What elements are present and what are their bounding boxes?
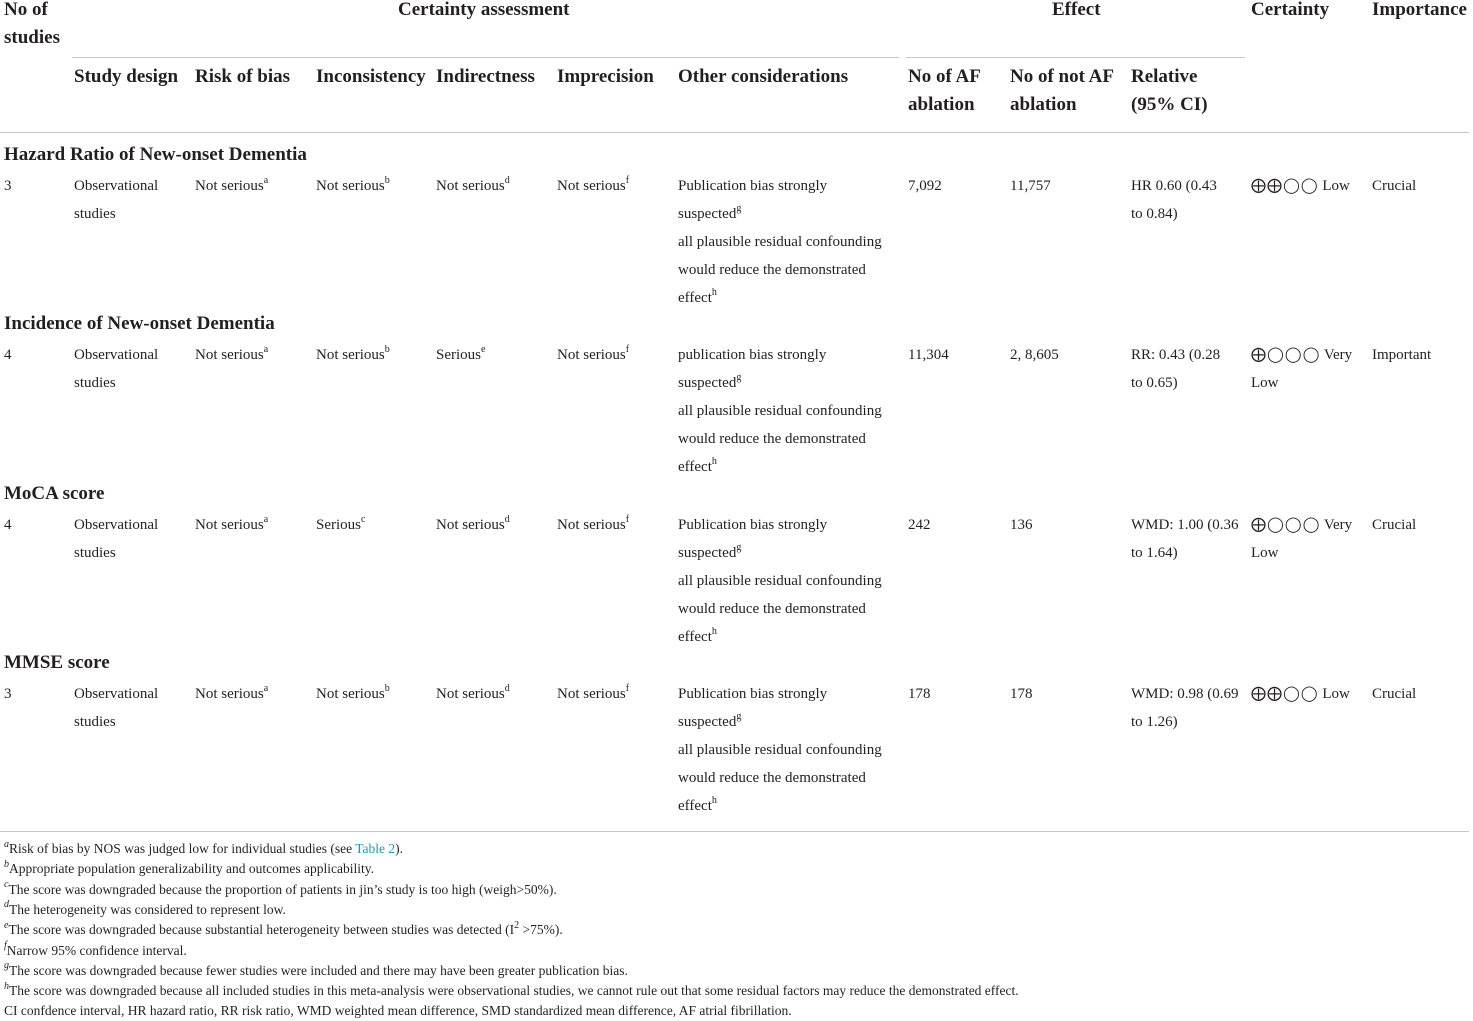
cell-other-3: all plausible residual confounding [678,403,882,419]
cell-imprecision-text: Not serious [557,686,626,702]
cell-other-3: all plausible residual confounding [678,742,882,758]
cell-no-af-ablation: 11,304 [908,347,949,363]
cell-other-4: would reduce the demonstrated [678,770,866,786]
cell-study-design-2: studies [74,714,116,730]
rule-certainty-group [72,57,899,58]
cell-indirectness-text: Not serious [436,178,505,194]
cell-indirectness-text: Not serious [436,517,505,533]
footnote-g [4,961,628,981]
header-indirectness: Indirectness [436,66,535,87]
cell-study-design-1: Observational [74,178,159,194]
cell-indirectness-footnote-marker: e [481,344,486,355]
cell-inconsistency-text: Not serious [316,686,385,702]
cell-inconsistency-footnote-marker: b [384,175,390,186]
cell-inconsistency [316,172,390,200]
cell-other-5 [678,284,717,312]
cell-imprecision-footnote-marker: f [625,683,630,694]
section-title: Incidence of New-onset Dementia [4,313,275,334]
cell-indirectness [436,511,510,539]
abbreviations: CI confdence interval, HR hazard ratio, RR risk ratio, WMD weighted mean difference, SMD standardized mean difference, AF atrial fibrillation. [4,1003,792,1018]
cell-indirectness-text: Not serious [436,686,505,702]
cell-no-of-studies: 3 [4,178,12,194]
section-title: MMSE score [4,652,110,673]
cell-other-5 [678,453,717,481]
cell-study-design-1: Observational [74,686,159,702]
cell-other-2 [678,708,741,736]
cell-importance: Important [1372,347,1432,363]
cell-relative-1: RR: 0.43 (0.28 [1131,347,1221,363]
certainty-level: Low [1322,178,1350,194]
cell-no-not-af-ablation: 178 [1010,686,1033,702]
cell-certainty [1251,680,1350,708]
cell-other-5 [678,623,717,651]
cell-risk-of-bias-footnote-marker: a [263,514,269,525]
cell-other-2-text: suspected [678,545,737,561]
certainty-symbols-icon: ⨁◯◯◯ [1251,347,1321,363]
cell-no-not-af-ablation: 11,757 [1010,178,1051,194]
section-title: Hazard Ratio of New-onset Dementia [4,144,307,165]
header-no-not-af-ablation-1: No of not AF [1010,66,1114,87]
cell-inconsistency-footnote-marker: b [384,344,390,355]
cell-other-5-text: effect [678,459,712,475]
cell-other-3: all plausible residual confounding [678,573,882,589]
cell-importance: Crucial [1372,686,1417,702]
cell-indirectness-footnote-marker: d [504,683,510,694]
cell-other-2-footnote-marker: g [736,542,742,553]
cell-risk-of-bias [195,680,268,708]
header-no-af-ablation-1: No of AF [908,66,981,87]
cell-other-2 [678,369,741,397]
footnote-marker: g [4,960,9,972]
cell-imprecision [557,172,629,200]
cell-other-5-text: effect [678,290,712,306]
footnote-text: The score was downgraded because substantial heterogeneity between studies was detected (I [8,922,515,938]
cell-other-5-text: effect [678,798,712,814]
footnote-h [4,981,1019,1001]
cell-risk-of-bias [195,341,268,369]
cell-risk-of-bias-text: Not serious [195,178,264,194]
cell-indirectness-text: Serious [436,347,481,363]
footnote-marker: b [4,858,9,870]
header-no-of-studies-1: No of [4,0,48,20]
footnote-text: Narrow 95% confidence interval. [6,942,187,958]
cell-other-1: Publication bias strongly [678,517,828,533]
cell-other-2-text: suspected [678,375,737,391]
cell-risk-of-bias-footnote-marker: a [263,175,269,186]
footnote-superscript: 2 [514,919,520,931]
header-certainty-assessment: Certainty assessment [398,0,570,20]
footnote-marker: h [4,980,9,992]
cell-inconsistency [316,680,390,708]
cell-no-af-ablation: 178 [908,686,931,702]
cell-importance: Crucial [1372,178,1417,194]
certainty-symbols-icon: ⨁◯◯◯ [1251,517,1321,533]
cell-inconsistency [316,511,365,539]
cell-other-4: would reduce the demonstrated [678,431,866,447]
footnote-text: Risk of bias by NOS was judged low for individual studies (see [9,841,356,856]
certainty-level: Very [1323,517,1353,533]
footnote-text: The score was downgraded because all included studies in this meta-analysis were observational studies, we cannot rule out that some residual factors may reduce the demonstrated effect. [9,983,1019,999]
cell-inconsistency-footnote-marker: b [384,683,390,694]
cell-relative-1: HR 0.60 (0.43 [1131,178,1217,194]
footnote-marker: d [4,899,9,911]
cell-indirectness-footnote-marker: d [504,175,510,186]
cell-risk-of-bias-footnote-marker: a [263,344,269,355]
cell-no-of-studies: 4 [4,347,12,363]
rule-table-bottom [0,831,1469,832]
header-relative-2: (95% CI) [1131,94,1208,115]
header-risk-of-bias: Risk of bias [195,66,291,87]
header-no-af-ablation-2: ablation [908,94,975,115]
cell-other-2 [678,539,741,567]
cell-imprecision-footnote-marker: f [625,344,630,355]
cell-other-3: all plausible residual confounding [678,234,882,250]
certainty-symbols-icon: ⨁⨁◯◯ [1251,686,1319,702]
cell-other-5 [678,792,717,820]
cell-indirectness [436,680,510,708]
rule-header-bottom [0,132,1469,133]
cell-other-1: Publication bias strongly [678,178,828,194]
cell-other-5-text: effect [678,629,712,645]
cell-study-design-2: studies [74,375,116,391]
cell-study-design-1: Observational [74,347,159,363]
footnote-text-end: ). [395,841,404,856]
cell-study-design-2: studies [74,545,116,561]
cell-inconsistency-text: Not serious [316,347,385,363]
footnote-marker: a [4,838,9,850]
cell-certainty [1251,511,1352,539]
cell-inconsistency-text: Serious [316,517,361,533]
rule-effect-group [906,57,1245,58]
footnote-marker: c [4,879,9,891]
cell-other-5-footnote-marker: h [711,287,717,298]
cell-imprecision-text: Not serious [557,517,626,533]
cell-other-2-text: suspected [678,206,737,222]
footnote-text: The score was downgraded because fewer studies were included and there may have been greater publication bias. [9,962,628,978]
cell-certainty [1251,172,1350,200]
footnote-marker: f [4,940,7,951]
cell-other-5-footnote-marker: h [711,456,717,467]
cell-other-4: would reduce the demonstrated [678,262,866,278]
cell-other-2-text: suspected [678,714,737,730]
section-title: MoCA score [4,483,105,504]
cell-relative-1: WMD: 0.98 (0.69 [1131,686,1239,702]
cell-imprecision [557,511,629,539]
footnote-marker: e [4,919,9,931]
footnote-a [4,839,403,859]
header-importance: Importance [1372,0,1467,20]
cell-risk-of-bias-text: Not serious [195,686,264,702]
header-certainty: Certainty [1251,0,1330,20]
certainty-level: Very [1323,347,1353,363]
cell-imprecision [557,341,629,369]
cell-study-design-1: Observational [74,517,159,533]
header-effect: Effect [1052,0,1101,20]
cell-certainty-2: Low [1251,375,1279,391]
header-study-design: Study design [74,66,179,87]
cell-risk-of-bias [195,172,268,200]
cell-imprecision-footnote-marker: f [625,175,630,186]
cell-indirectness [436,341,485,369]
cell-other-2-footnote-marker: g [736,711,742,722]
cell-no-af-ablation: 242 [908,517,931,533]
footnote-e [4,920,563,940]
cell-other-4: would reduce the demonstrated [678,601,866,617]
header-relative-1: Relative [1131,66,1198,87]
header-no-of-studies-2: studies [4,27,60,48]
cell-other-2-footnote-marker: g [736,372,742,383]
cell-certainty-2: Low [1251,545,1279,561]
cell-indirectness [436,172,510,200]
cell-imprecision-text: Not serious [557,347,626,363]
footnote-f [4,941,187,961]
cell-other-1: Publication bias strongly [678,686,828,702]
cell-relative-2: to 1.26) [1131,714,1178,730]
cell-risk-of-bias-text: Not serious [195,517,264,533]
cell-inconsistency [316,341,390,369]
cell-risk-of-bias-footnote-marker: a [263,683,269,694]
cell-relative-2: to 0.84) [1131,206,1178,222]
cell-imprecision-text: Not serious [557,178,626,194]
cell-inconsistency-text: Not serious [316,178,385,194]
certainty-level: Low [1322,686,1350,702]
header-no-not-af-ablation-2: ablation [1010,94,1077,115]
cell-relative-1: WMD: 1.00 (0.36 [1131,517,1239,533]
footnote-b [4,859,374,879]
cell-no-of-studies: 3 [4,686,12,702]
header-other-considerations: Other considerations [678,66,849,87]
header-inconsistency: Inconsistency [316,66,426,87]
footnote-text: The score was downgraded because the proportion of patients in jin’s study is too high (weigh>50%). [8,881,557,897]
cell-relative-2: to 0.65) [1131,375,1178,391]
cell-no-of-studies: 4 [4,517,12,533]
cell-relative-2: to 1.64) [1131,545,1178,561]
footnote-text: The heterogeneity was considered to represent low. [9,901,286,917]
cell-other-5-footnote-marker: h [711,795,717,806]
footnote-text-end: >75%). [519,922,563,938]
cell-no-af-ablation: 7,092 [908,178,942,194]
cell-risk-of-bias [195,511,268,539]
cell-imprecision [557,680,629,708]
cell-other-5-footnote-marker: h [711,626,717,637]
footnote-text: Appropriate population generalizability and outcomes applicability. [9,861,375,877]
footnote-d [4,900,286,920]
cell-risk-of-bias-text: Not serious [195,347,264,363]
cell-other-2-footnote-marker: g [736,203,742,214]
cell-other-2 [678,200,741,228]
cell-imprecision-footnote-marker: f [625,514,630,525]
cell-indirectness-footnote-marker: d [504,514,510,525]
cell-no-not-af-ablation: 2, 8,605 [1010,347,1059,363]
cell-no-not-af-ablation: 136 [1010,517,1033,533]
cell-study-design-2: studies [74,206,116,222]
header-imprecision: Imprecision [557,66,654,87]
certainty-symbols-icon: ⨁⨁◯◯ [1251,178,1319,194]
table-2-link[interactable]: Table 2 [355,841,396,856]
cell-other-1: publication bias strongly [678,347,827,363]
cell-inconsistency-footnote-marker: c [361,514,366,525]
footnote-c [4,880,557,900]
cell-certainty [1251,341,1352,369]
cell-importance: Crucial [1372,517,1417,533]
